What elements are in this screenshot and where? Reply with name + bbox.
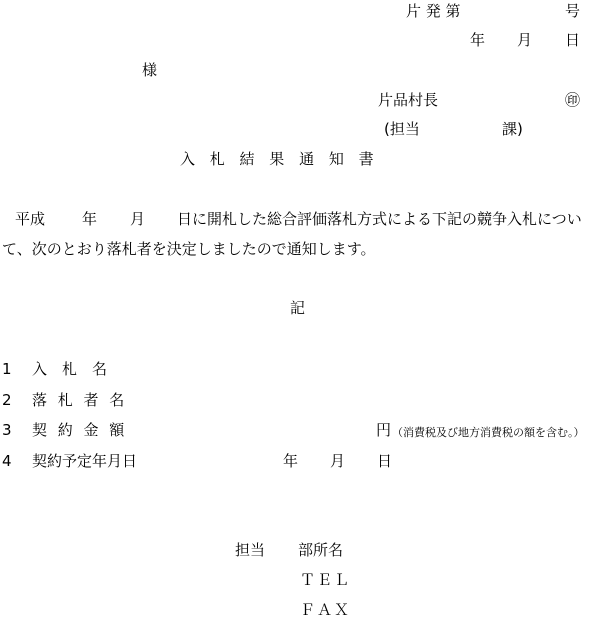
date-month: 月 <box>517 31 533 49</box>
item-number: 1 <box>2 360 12 378</box>
item-label: 落 札 者 名 <box>32 391 125 409</box>
body-era: 平成 <box>15 210 46 228</box>
body-line2: て、次のとおり落札者を決定しましたので通知します。 <box>2 240 376 258</box>
doc-number-suffix: 号 <box>565 2 581 20</box>
contact-dept-value: 部所名 <box>298 541 344 559</box>
item-number: 3 <box>2 421 12 439</box>
ki-heading: 記 <box>290 299 306 317</box>
contract-year: 年 <box>283 452 299 470</box>
contact-dept-label: 担当 <box>235 541 266 559</box>
contact-open: (担当 <box>384 120 420 138</box>
body-year: 年 <box>82 210 98 228</box>
seal-icon: ㊞ <box>565 91 581 109</box>
contact-tel: ＴＥＬ <box>300 571 352 589</box>
body-line1-rest: 日に開札した総合評価落札方式による下記の競争入札につい <box>177 210 582 228</box>
contract-day: 日 <box>377 452 393 470</box>
addressee-suffix: 様 <box>142 61 158 79</box>
body-month: 月 <box>130 210 146 228</box>
item-label: 契 約 金 額 <box>32 421 125 439</box>
item-number: 2 <box>2 391 12 409</box>
document-title: 入 札 結 果 通 知 書 <box>180 150 374 168</box>
tax-note: （消費税及び地方消費税の額を含む。） <box>392 426 585 439</box>
amount-unit: 円 <box>376 421 392 439</box>
item-label: 入 札 名 <box>32 360 108 378</box>
date-year: 年 <box>470 31 486 49</box>
date-day: 日 <box>565 31 581 49</box>
contact-fax: ＦＡＸ <box>300 601 352 619</box>
doc-number-prefix: 片 発 第 <box>406 2 461 20</box>
contact-close: 課) <box>502 120 523 138</box>
issuer-name: 片品村長 <box>378 91 439 109</box>
contract-month: 月 <box>330 452 346 470</box>
item-label: 契約予定年月日 <box>32 452 138 470</box>
item-number: 4 <box>2 452 12 470</box>
